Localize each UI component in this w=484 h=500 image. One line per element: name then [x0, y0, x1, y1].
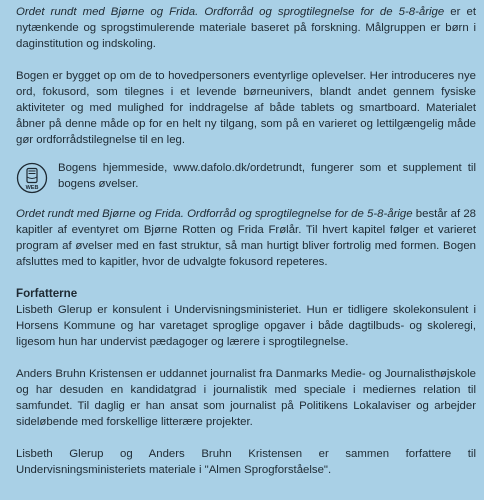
website-note-text: Bogens hjemmeside, www.dafolo.dk/ordetrundt, fungerer som et supplement til bogens øvelser. [58, 162, 476, 190]
author-bio-glerup: Lisbeth Glerup er konsulent i Undervisningsministeriet. Hun er tidligere skolekonsulent i Horsens Kommune og har varetaget sproglige opgaver i både dagtilbuds- og skoleregi, ligesom hun har undervist pædagoger og lærere i sprogtilegnelse. [16, 304, 476, 348]
intro-book-title: Ordet rundt med Bjørne og Frida. Ordforråd og sprogtilegnelse for de 5-8-årige [16, 6, 445, 18]
structure-paragraph [16, 206, 476, 270]
author-bio-kristensen: Anders Bruhn Kristensen er uddannet journalist fra Danmarks Medie- og Journalisthøjskole og har desuden en kandidatgrad i journalistik med speciale i mediernes relation til samfundet. Til daglig er han ansat som journalist på Politikens Lokalaviser og arbejder sideløbende med forskellige litterære projekter. [16, 368, 476, 428]
structure-text: består af 28 kapitler af eventyret om Bjørne Rotten og Frida Frølår. Til hvert kapitel følger et varieret program af øvelser med en fast struktur, så man hurtigt bliver fortrolig med formen. Bogen afsluttes med to kapitler, hvor de udvalgte fokusord repeteres. [16, 208, 477, 268]
intro-text: er et nytænkende og sprogstimulerende materiale baseret på forskning. Målgruppen er børn i daginstitution og indskoling. [16, 6, 476, 50]
web-icon-caption: WEB [25, 185, 39, 191]
authors-heading: Forfatterne [16, 287, 78, 300]
website-note [16, 160, 476, 194]
web-icon [16, 162, 48, 194]
structure-book-title: Ordet rundt med Bjørne og Frida. Ordforråd og sprogtilegnelse for de 5-8-årige [16, 208, 413, 220]
description-paragraph: Bogen er bygget op om de to hovedpersoners eventyrlige oplevelser. Her introduceres nye ord, fokusord, som tilegnes i et levende børneunivers, blandt andet gennem fysiske aktiviteter og med mulighed for inddragelse af både tablets og smartboard. Materialet åbner på denne måde op for en helt ny tilgang, som på en varieret og lettilgængelig måde gør ordforrådstilegnelse til en leg. [16, 70, 476, 146]
authors-joint-note: Lisbeth Glerup og Anders Bruhn Kristensen er sammen forfattere til Undervisningsministeriets materiale i "Almen Sprogforståelse". [16, 448, 476, 476]
intro-paragraph [16, 4, 476, 52]
